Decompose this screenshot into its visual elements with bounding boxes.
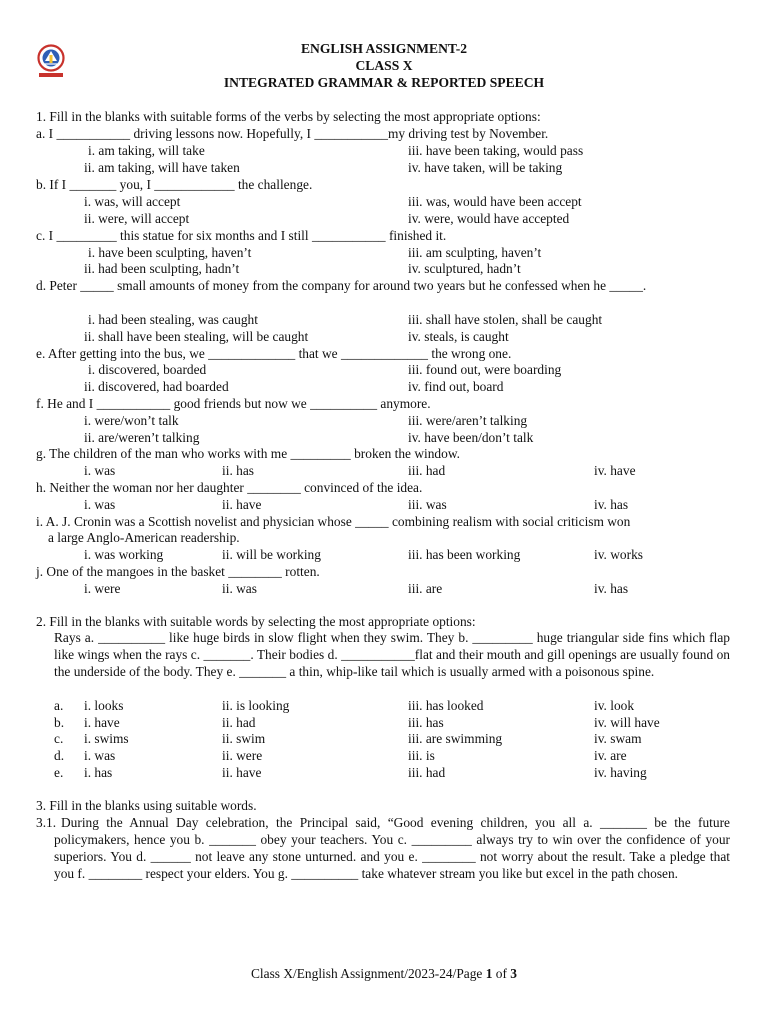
option: i. was xyxy=(84,748,116,763)
item-3-1-label: 3.1. xyxy=(36,815,57,830)
option: ii. had xyxy=(222,715,256,730)
footer-text: Class X/English Assignment/2023-24/Page xyxy=(251,966,486,981)
option: iii. are xyxy=(408,581,443,596)
option: ii. have xyxy=(222,765,262,780)
question-1f: f. He and I ___________ good friends but now we __________ anymore. xyxy=(36,396,431,411)
section-3-instruction: 3. Fill in the blanks using suitable words. xyxy=(36,798,257,813)
option: iv. swam xyxy=(594,731,642,746)
row-key: e. xyxy=(54,765,64,780)
option: ii. has xyxy=(222,463,254,478)
section-1-instruction: 1. Fill in the blanks with suitable forms of the verbs by selecting the most appropriate options: xyxy=(36,109,541,124)
option: ii. am taking, will have taken xyxy=(84,160,240,175)
option: iv. have been/don’t talk xyxy=(408,430,534,445)
option: i. discovered, boarded xyxy=(88,362,207,377)
option: iv. steals, is caught xyxy=(408,329,509,344)
option: i. swims xyxy=(84,731,129,746)
option: i. was xyxy=(84,463,116,478)
question-1i-continued: a large Anglo-American readership. xyxy=(48,530,240,545)
option: iii. has been working xyxy=(408,547,521,562)
option: iii. was xyxy=(408,497,447,512)
question-1h: h. Neither the woman nor her daughter ________ convinced of the idea. xyxy=(36,480,423,495)
option: i. has xyxy=(84,765,113,780)
option: i. am taking, will take xyxy=(88,143,205,158)
option: iv. are xyxy=(594,748,627,763)
option: iv. has xyxy=(594,497,629,512)
option: iii. had xyxy=(408,765,446,780)
section-2-instruction: 2. Fill in the blanks with suitable words by selecting the most appropriate options: xyxy=(36,614,476,629)
option: iii. am sculpting, haven’t xyxy=(408,245,542,260)
option: ii. swim xyxy=(222,731,266,746)
question-1i: i. A. J. Cronin was a Scottish novelist and physician whose _____ combining realism with social criticism won xyxy=(36,514,631,529)
option: ii. shall have been stealing, will be caught xyxy=(84,329,309,344)
option: i. have been sculpting, haven’t xyxy=(88,245,252,260)
option: iv. have xyxy=(594,463,636,478)
question-1a: a. I ___________ driving lessons now. Hopefully, I ___________my driving test by November. xyxy=(36,126,549,141)
option: i. was xyxy=(84,497,116,512)
option: iii. has xyxy=(408,715,444,730)
option: ii. was xyxy=(222,581,257,596)
option: ii. discovered, had boarded xyxy=(84,379,229,394)
option: iv. were, would have accepted xyxy=(408,211,570,226)
option: iv. have taken, will be taking xyxy=(408,160,563,175)
option: iii. were/aren’t talking xyxy=(408,413,528,428)
option: iii. had xyxy=(408,463,446,478)
row-key: d. xyxy=(54,748,65,763)
option: ii. are/weren’t talking xyxy=(84,430,200,445)
page-number: 1 xyxy=(485,966,493,981)
option: i. looks xyxy=(84,698,124,713)
option: ii. were, will accept xyxy=(84,211,190,226)
question-1g: g. The children of the man who works with me _________ broken the window. xyxy=(36,446,460,461)
option: i. was, will accept xyxy=(84,194,181,209)
question-1j: j. One of the mangoes in the basket ________ rotten. xyxy=(36,564,320,579)
option: iii. have been taking, would pass xyxy=(408,143,584,158)
section-3-passage: During the Annual Day celebration, the Principal said, “Good evening children, you all a. _______ be the future policymakers, hence you b. _______ obey your teachers. You c. _________ always try to win over the confidence of your superiors. You d. ______ not leave any stone unturned. and you e. ________ not worry about the result. Take a pledge that you f. ________ respect your elders. You g. __________ take whatever stream you like but excel in the path chosen. xyxy=(54,815,730,881)
option: iv. sculptured, hadn’t xyxy=(408,261,521,276)
option: iii. is xyxy=(408,748,435,763)
option: i. have xyxy=(84,715,120,730)
page-footer xyxy=(0,966,768,982)
section-2-passage: Rays a. __________ like huge birds in slow flight when they swim. They b. _________ huge triangular side fins which flap like wings when the rays c. _______. Their bodies d. ___________flat and their mouth and gill openings are usually found on the underside of the body. They e. _______ a thin, whip-like tail which is usually armed with a poisonous spine. xyxy=(54,630,730,679)
class-title: CLASS X xyxy=(355,58,413,73)
row-key: b. xyxy=(54,715,65,730)
option: iv. having xyxy=(594,765,647,780)
question-1b: b. If I _______ you, I ____________ the challenge. xyxy=(36,177,313,192)
option: iv. will have xyxy=(594,715,660,730)
footer-of: of xyxy=(492,966,511,981)
option: iv. look xyxy=(594,698,635,713)
option: i. had been stealing, was caught xyxy=(88,312,258,327)
option: ii. will be working xyxy=(222,547,321,562)
option: iii. was, would have been accept xyxy=(408,194,582,209)
question-1e: e. After getting into the bus, we _____________ that we _____________ the wrong one. xyxy=(36,346,512,361)
option: iv. works xyxy=(594,547,643,562)
question-1d: d. Peter _____ small amounts of money from the company for around two years but he confessed when he _____. xyxy=(36,278,647,293)
topic-title: INTEGRATED GRAMMAR & REPORTED SPEECH xyxy=(223,75,545,90)
row-key: a. xyxy=(54,698,64,713)
option: iv. has xyxy=(594,581,629,596)
page-total: 3 xyxy=(510,966,517,981)
option: iii. shall have stolen, shall be caught xyxy=(408,312,603,327)
option: ii. were xyxy=(222,748,263,763)
option: i. was working xyxy=(84,547,164,562)
option: iii. has looked xyxy=(408,698,484,713)
row-key: c. xyxy=(54,731,64,746)
option: ii. have xyxy=(222,497,262,512)
option: ii. had been sculpting, hadn’t xyxy=(84,261,240,276)
option: i. were xyxy=(84,581,121,596)
question-1c: c. I _________ this statue for six months and I still ___________ finished it. xyxy=(36,228,447,243)
option: iv. find out, board xyxy=(408,379,504,394)
option: i. were/won’t talk xyxy=(84,413,179,428)
option: iii. found out, were boarding xyxy=(408,362,562,377)
assignment-title: ENGLISH ASSIGNMENT-2 xyxy=(300,41,468,56)
option: iii. are swimming xyxy=(408,731,503,746)
option: ii. is looking xyxy=(222,698,290,713)
